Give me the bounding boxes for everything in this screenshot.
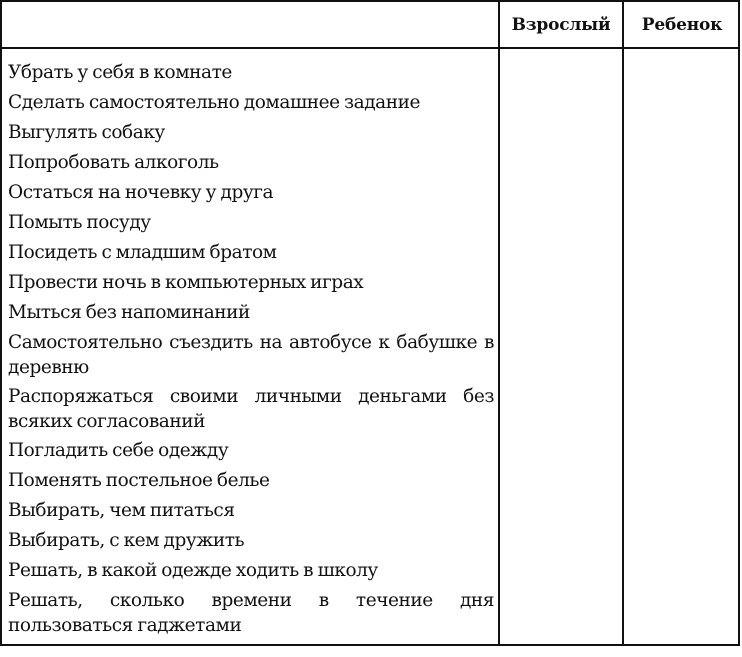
table-row: Мыться без напоминаний [8,302,250,323]
table-row: Помыть посуду [8,212,151,233]
table-row: Решать, сколько времени в течение дня пользоваться гаджетами [8,590,494,636]
task-list [8,60,494,642]
header-child: Ребенок [641,14,723,35]
table-row: Попробовать алкоголь [8,152,219,173]
table-row: Распоряжаться своими личными деньгами без всяких согласований [8,386,494,432]
table-row: Выбирать, чем питаться [8,500,235,521]
table-row: Решать, в какой одежде ходить в школу [8,560,378,581]
table-row: Посидеть с младшим братом [8,242,277,263]
header-adult: Взрослый [511,14,611,35]
table-row: Выбирать, с кем дружить [8,530,245,551]
column-divider-child [622,2,624,644]
table-row: Провести ночь в компьютерных играх [8,272,364,293]
table-row: Остаться на ночевку у друга [8,182,274,203]
table-row: Погладить себе одежду [8,440,229,461]
table-row: Выгулять собаку [8,122,165,143]
column-divider-adult [498,2,500,644]
table-row: Убрать у себя в комнате [8,62,232,83]
table-row: Поменять постельное белье [8,470,270,491]
header-divider [2,47,738,49]
table-row: Сделать самостоятельно домашнее задание [8,92,420,113]
table-row: Самостоятельно съездить на автобусе к бабушке в деревню [8,332,494,378]
